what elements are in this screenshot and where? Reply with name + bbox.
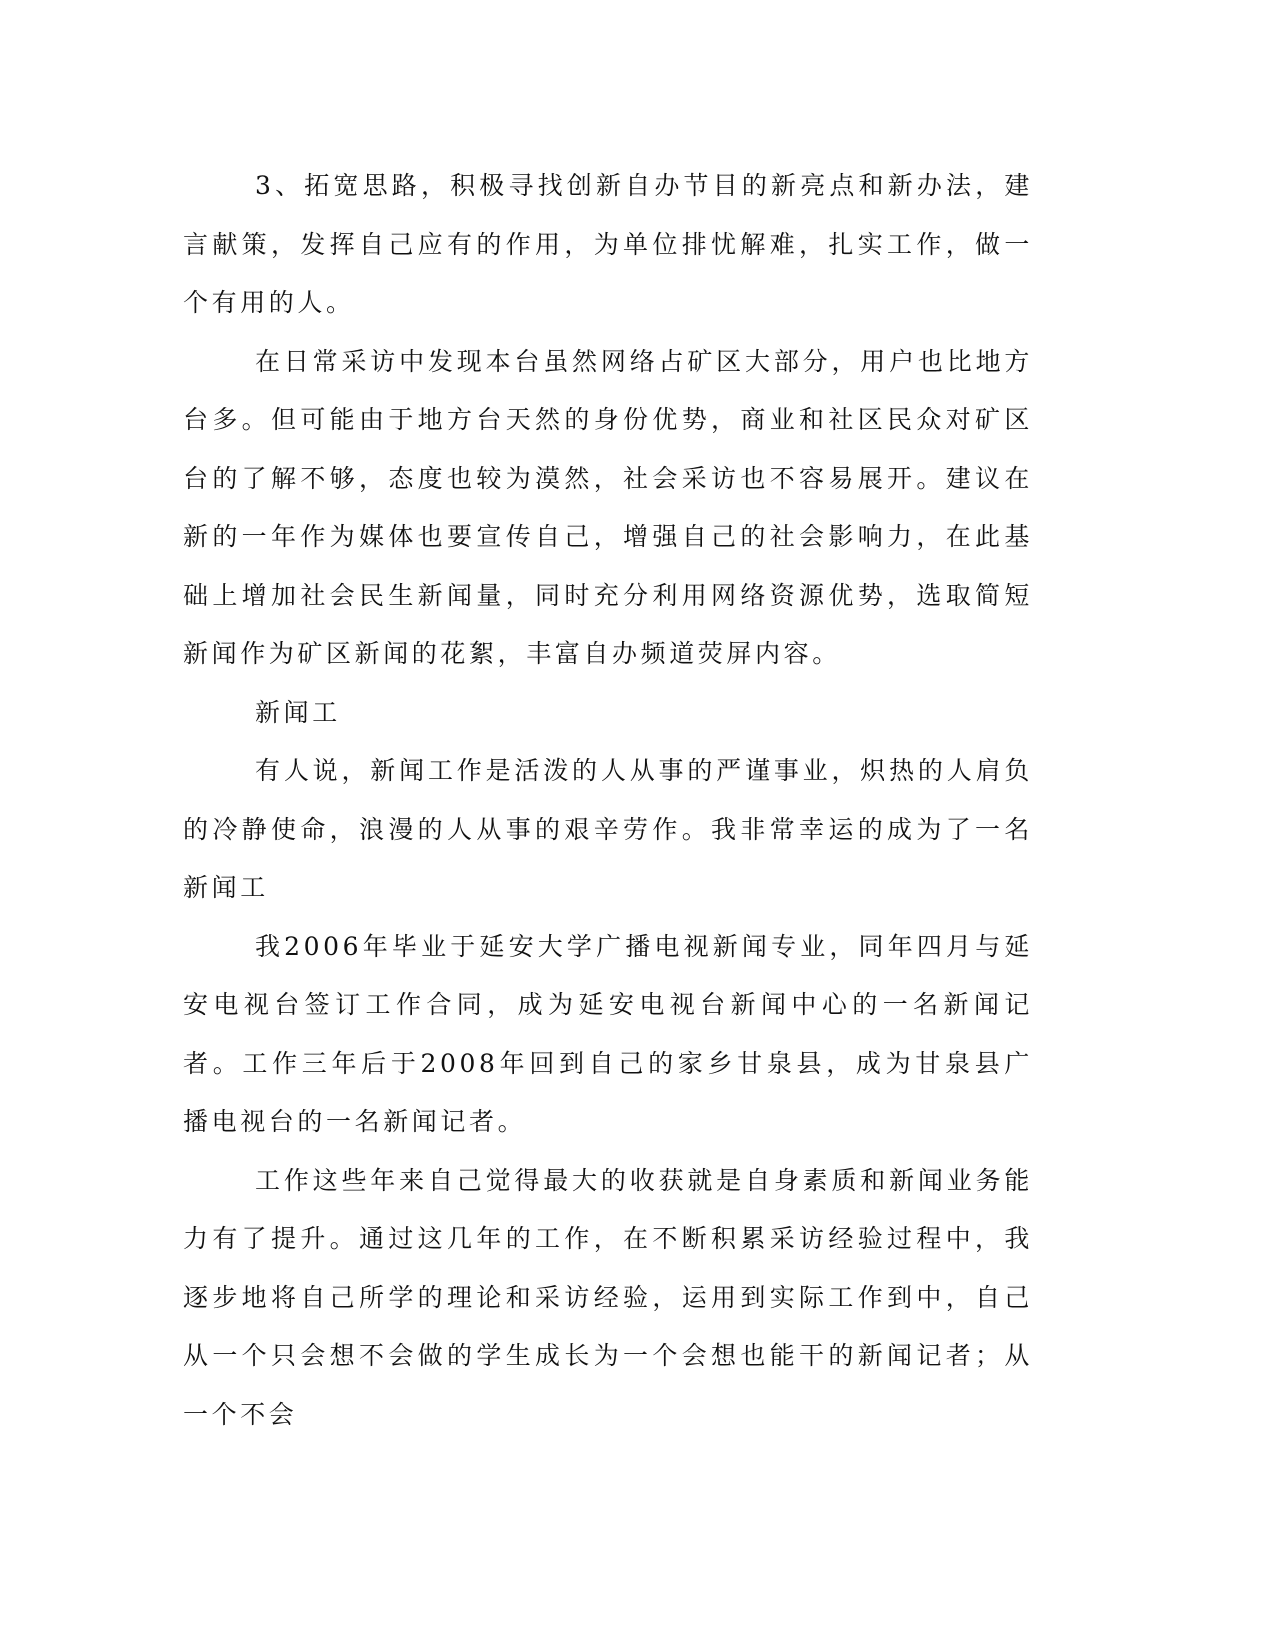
document-body [183,157,1033,1444]
paragraph-suggestion-3: 3、拓宽思路，积极寻找创新自办节目的新亮点和新办法，建言献策，发挥自己应有的作用，为单位排忧解难，扎实工作，做一个有用的人。 [183,171,1033,317]
paragraph-news-work-intro: 有人说，新闻工作是活泼的人从事的严谨事业，炽热的人肩负的冷静使命，浪漫的人从事的艰辛劳作。我非常幸运的成为了一名新闻工 [183,756,1033,902]
paragraph-heading-fragment: 新闻工 [255,697,341,727]
paragraph-work-gains: 工作这些年来自己觉得最大的收获就是自身素质和新闻业务能力有了提升。通过这几年的工作，在不断积累采访经验过程中，我逐步地将自己所学的理论和采访经验，运用到实际工作到中，自己从一个只会想不会做的学生成长为一个会想也能干的新闻记者；从一个不会 [183,1165,1033,1429]
paragraph-career-history: 我2006年毕业于延安大学广播电视新闻专业，同年四月与延安电视台签订工作合同，成为延安电视台新闻中心的一名新闻记者。工作三年后于2008年回到自己的家乡甘泉县，成为甘泉县广播电视台的一名新闻记者。 [183,931,1033,1136]
paragraph-interview-observation: 在日常采访中发现本台虽然网络占矿区大部分，用户也比地方台多。但可能由于地方台天然的身份优势，商业和社区民众对矿区台的了解不够，态度也较为漠然，社会采访也不容易展开。建议在新的一年作为媒体也要宣传自己，增强自己的社会影响力，在此基础上增加社会民生新闻量，同时充分利用网络资源优势，选取简短新闻作为矿区新闻的花絮，丰富自办频道荧屏内容。 [183,346,1033,668]
